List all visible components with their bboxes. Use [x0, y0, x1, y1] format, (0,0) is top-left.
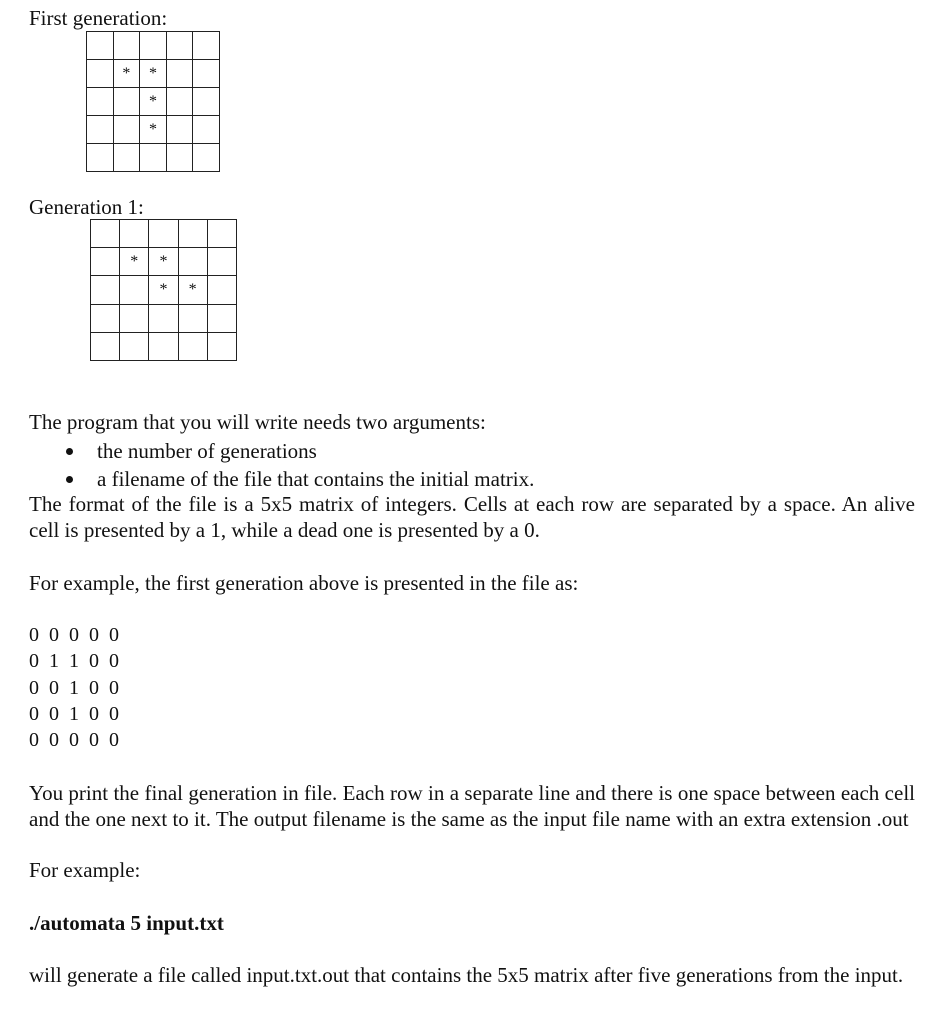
grid-cell — [91, 220, 120, 248]
bullet-icon — [66, 476, 73, 483]
grid-cell: * — [113, 60, 140, 88]
first-generation-label: First generation: — [29, 6, 168, 30]
grid-cell — [91, 304, 120, 332]
grid-cell: * — [120, 248, 149, 276]
example-matrix — [29, 622, 122, 753]
grid-cell — [87, 88, 114, 116]
list-item — [60, 465, 660, 493]
grid-cell — [166, 32, 193, 60]
grid-cell — [113, 32, 140, 60]
first-generation-grid — [86, 31, 220, 172]
grid-cell — [87, 116, 114, 144]
grid-cell — [166, 144, 193, 172]
grid-row — [91, 276, 237, 304]
grid-cell: * — [140, 60, 167, 88]
grid-cell — [207, 304, 236, 332]
grid-cell — [207, 276, 236, 304]
grid-row — [91, 304, 237, 332]
grid-cell — [207, 248, 236, 276]
grid-cell — [87, 32, 114, 60]
generation-1-grid — [90, 219, 237, 361]
grid-cell: * — [149, 248, 178, 276]
grid-cell — [91, 248, 120, 276]
grid-cell: * — [140, 116, 167, 144]
format-paragraph: The format of the file is a 5x5 matrix of integers. Cells at each row are separated by a space. An alive cell is presented by a 1, while a dead one is presented by a 0. — [29, 492, 915, 542]
grid-cell — [166, 116, 193, 144]
grid-row — [87, 60, 220, 88]
grid-cell — [193, 60, 220, 88]
example-intro: For example, the first generation above is presented in the file as: — [29, 571, 579, 595]
grid-cell — [113, 88, 140, 116]
grid-cell — [178, 332, 207, 360]
grid-cell — [193, 116, 220, 144]
grid-cell — [140, 32, 167, 60]
grid-cell — [166, 88, 193, 116]
grid-cell — [178, 220, 207, 248]
grid-cell — [113, 144, 140, 172]
matrix-row: 0 0 0 0 0 — [29, 729, 122, 752]
grid-row — [87, 32, 220, 60]
grid-cell — [120, 332, 149, 360]
grid-cell — [193, 144, 220, 172]
grid-row — [87, 88, 220, 116]
grid-cell — [178, 248, 207, 276]
matrix-row: 0 1 1 0 0 — [29, 650, 122, 673]
matrix-row: 0 0 0 0 0 — [29, 624, 122, 646]
for-example-label: For example: — [29, 858, 141, 882]
list-item-text: a filename of the file that contains the initial matrix. — [97, 467, 535, 491]
grid-cell — [149, 304, 178, 332]
argument-list — [60, 437, 660, 493]
intro-text: The program that you will write needs two arguments: — [29, 410, 486, 434]
grid-cell — [149, 332, 178, 360]
grid-row — [91, 332, 237, 360]
grid-cell: * — [140, 88, 167, 116]
matrix-row: 0 0 1 0 0 — [29, 676, 122, 699]
list-item — [60, 437, 660, 465]
grid-row — [91, 248, 237, 276]
grid-cell — [207, 332, 236, 360]
grid-cell — [87, 60, 114, 88]
grid-cell: * — [178, 276, 207, 304]
grid-cell — [113, 116, 140, 144]
result-paragraph: will generate a file called input.txt.out that contains the 5x5 matrix after five generations from the input. — [29, 963, 904, 987]
grid-row — [91, 220, 237, 248]
output-paragraph: You print the final generation in file. Each row in a separate line and there is one space between each cell and the one next to it. The output filename is the same as the input file name with an extra extension .out — [29, 781, 915, 831]
grid-cell — [166, 60, 193, 88]
grid-cell — [91, 276, 120, 304]
grid-cell — [87, 144, 114, 172]
grid-cell — [120, 220, 149, 248]
grid-cell — [193, 32, 220, 60]
grid-cell — [91, 332, 120, 360]
matrix-row: 0 0 1 0 0 — [29, 702, 122, 725]
grid-cell — [178, 304, 207, 332]
grid-cell — [193, 88, 220, 116]
grid-cell — [120, 304, 149, 332]
generation-1-label: Generation 1: — [29, 195, 144, 219]
command-example: ./automata 5 input.txt — [29, 911, 224, 935]
grid-row — [87, 144, 220, 172]
bullet-icon — [66, 448, 73, 455]
grid-cell — [140, 144, 167, 172]
grid-cell — [120, 276, 149, 304]
grid-row — [87, 116, 220, 144]
grid-cell — [149, 220, 178, 248]
grid-cell — [207, 220, 236, 248]
list-item-text: the number of generations — [97, 439, 317, 463]
grid-cell: * — [149, 276, 178, 304]
